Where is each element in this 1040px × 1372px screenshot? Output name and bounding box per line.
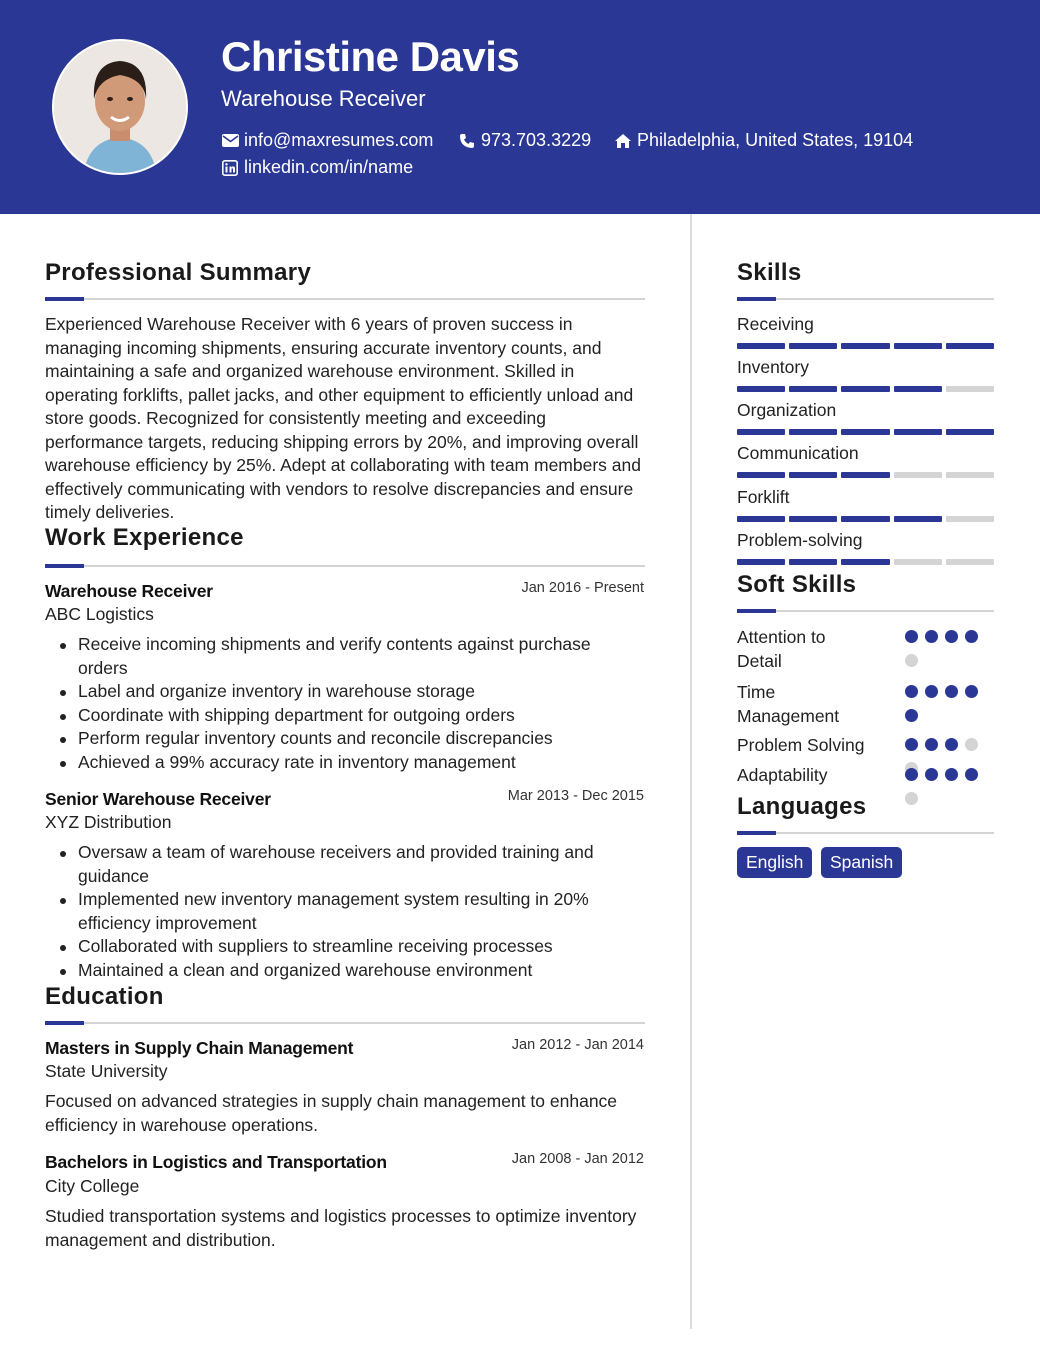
skill-label: Forklift (737, 487, 790, 507)
candidate-role: Warehouse Receiver (221, 86, 426, 111)
soft-skill-rating (905, 685, 987, 722)
contact-phone[interactable] (458, 130, 591, 151)
rating-dot (905, 792, 918, 805)
language-badge: English (737, 847, 812, 878)
soft-skill-rating (905, 768, 987, 805)
linkedin-text: linkedin.com/in/name (244, 157, 414, 177)
summary-heading: Professional Summary (45, 259, 312, 286)
section-rule (45, 298, 645, 300)
skill-level-segment (841, 472, 889, 478)
soft-skill-label: Attention to Detail (737, 627, 826, 671)
rating-dot (925, 738, 938, 751)
soft-skill-label: Adaptability (737, 765, 828, 785)
section-rule (45, 565, 645, 567)
skill-level-bar (737, 559, 994, 565)
skill-level-segment (789, 559, 837, 565)
skill-label: Problem-solving (737, 530, 863, 550)
soft-skill-label: Problem Solving (737, 735, 865, 755)
list-item: Perform regular inventory counts and reconcile discrepancies (45, 727, 645, 751)
list-item: Achieved a 99% accuracy rate in inventory management (45, 751, 645, 775)
rating-dot (905, 738, 918, 751)
skill-level-segment (789, 386, 837, 392)
column-divider (690, 214, 692, 1329)
skill-level-bar (737, 472, 994, 478)
rating-dot (965, 630, 978, 643)
skill-label: Inventory (737, 357, 809, 377)
skill-level-segment (946, 472, 994, 478)
education-heading: Education (45, 983, 164, 1010)
skill-level-segment (894, 429, 942, 435)
skill-level-segment (894, 516, 942, 522)
skill-level-segment (894, 343, 942, 349)
contact-email[interactable] (221, 130, 433, 151)
rating-dot (905, 685, 918, 698)
section-rule (737, 832, 994, 834)
skill-level-segment (946, 343, 994, 349)
rating-dot (905, 630, 918, 643)
degree-description: Focused on advanced strategies in supply chain management to enhance efficiency in warehouse operations. (45, 1091, 618, 1135)
degree-title: Masters in Supply Chain Management (45, 1038, 354, 1058)
skill-level-segment (841, 343, 889, 349)
skill-level-segment (946, 516, 994, 522)
language-badge: Spanish (821, 847, 902, 878)
job-bullets (45, 633, 645, 774)
skill-level-bar (737, 429, 994, 435)
skill-level-bar (737, 516, 994, 522)
skill-level-segment (841, 429, 889, 435)
job-dates: Mar 2013 - Dec 2015 (507, 788, 644, 804)
location-text: Philadelphia, United States, 19104 (637, 130, 914, 150)
skill-level-segment (789, 472, 837, 478)
degree-title: Bachelors in Logistics and Transportation (45, 1152, 387, 1172)
section-rule (45, 1022, 645, 1024)
degree-description: Studied transportation systems and logistics processes to optimize inventory management and distribution. (45, 1206, 637, 1250)
skill-level-bar (737, 386, 994, 392)
job-company: ABC Logistics (45, 604, 154, 624)
skill-level-segment (737, 559, 785, 565)
resume-header (0, 0, 1040, 214)
skill-level-bar (737, 343, 994, 349)
list-item: Coordinate with shipping department for outgoing orders (45, 704, 645, 728)
phone-text: 973.703.3229 (481, 130, 592, 150)
skill-level-segment (737, 386, 785, 392)
rating-dot (965, 738, 978, 751)
list-item: Maintained a clean and organized warehouse environment (45, 959, 645, 983)
contact-location (614, 130, 913, 151)
rating-dot (925, 630, 938, 643)
rating-dot (925, 768, 938, 781)
rating-dot (945, 685, 958, 698)
skill-level-segment (789, 429, 837, 435)
rating-dot (925, 685, 938, 698)
experience-heading: Work Experience (45, 524, 244, 551)
skill-level-segment (894, 472, 942, 478)
job-bullets (45, 841, 645, 982)
candidate-name: Christine Davis (221, 33, 520, 80)
rating-dot (965, 685, 978, 698)
skill-label: Organization (737, 400, 837, 420)
skill-level-segment (841, 516, 889, 522)
soft-skill-rating (905, 630, 987, 667)
skill-level-segment (737, 472, 785, 478)
skill-level-segment (894, 559, 942, 565)
skill-level-segment (789, 516, 837, 522)
school-name: State University (45, 1061, 168, 1081)
section-rule (737, 298, 994, 300)
skill-level-segment (946, 429, 994, 435)
skill-level-segment (841, 386, 889, 392)
degree-dates: Jan 2008 - Jan 2012 (511, 1151, 644, 1167)
skill-level-segment (737, 429, 785, 435)
skill-level-segment (789, 343, 837, 349)
school-name: City College (45, 1176, 140, 1196)
skill-label: Communication (737, 443, 859, 463)
rating-dot (945, 768, 958, 781)
degree-dates: Jan 2012 - Jan 2014 (511, 1037, 644, 1053)
list-item: Oversaw a team of warehouse receivers and provided training and guidance (45, 841, 645, 888)
section-rule (737, 610, 994, 612)
home-icon (614, 132, 632, 150)
job-dates: Jan 2016 - Present (521, 580, 644, 596)
soft-skill-label: Time Management (737, 682, 840, 726)
skill-level-segment (894, 386, 942, 392)
rating-dot (945, 630, 958, 643)
list-item: Collaborated with suppliers to streamline receiving processes (45, 935, 645, 959)
phone-icon (458, 132, 476, 150)
skill-label: Receiving (737, 314, 814, 334)
languages-heading: Languages (737, 793, 867, 820)
skill-level-segment (946, 559, 994, 565)
rating-dot (945, 738, 958, 751)
list-item: Receive incoming shipments and verify contents against purchase orders (45, 633, 645, 680)
profile-photo (52, 39, 188, 175)
list-item: Implemented new inventory management system resulting in 20% efficiency improvement (45, 888, 645, 935)
soft-skills-heading: Soft Skills (737, 571, 857, 598)
linkedin-icon (221, 159, 239, 177)
job-title: Warehouse Receiver (45, 581, 213, 601)
rating-dot (905, 709, 918, 722)
summary-text: Experienced Warehouse Receiver with 6 years of proven success in managing incoming shipments, ensuring accurate inventory counts, and maintaining a safe and organized warehouse environment. Skilled in operating forklifts, pallet jacks, and other equipment to efficiently unload and store goods. Recognized for consistently meeting and exceeding performance targets, reducing shipping errors by 20%, and improving overall warehouse efficiency by 25%. Adept at collaborating with team members and effectively communicating with vendors to resolve discrepancies and ensure timely deliveries. (45, 314, 641, 522)
list-item: Label and organize inventory in warehouse storage (45, 680, 645, 704)
skills-heading: Skills (737, 259, 802, 286)
skill-level-segment (737, 516, 785, 522)
rating-dot (905, 654, 918, 667)
skill-level-segment (737, 343, 785, 349)
rating-dot (965, 768, 978, 781)
contact-linkedin[interactable] (221, 157, 413, 178)
skill-level-segment (841, 559, 889, 565)
envelope-icon (221, 132, 239, 150)
job-company: XYZ Distribution (45, 812, 172, 832)
job-title: Senior Warehouse Receiver (45, 789, 271, 809)
rating-dot (905, 768, 918, 781)
skill-level-segment (946, 386, 994, 392)
email-text: info@maxresumes.com (244, 130, 434, 150)
